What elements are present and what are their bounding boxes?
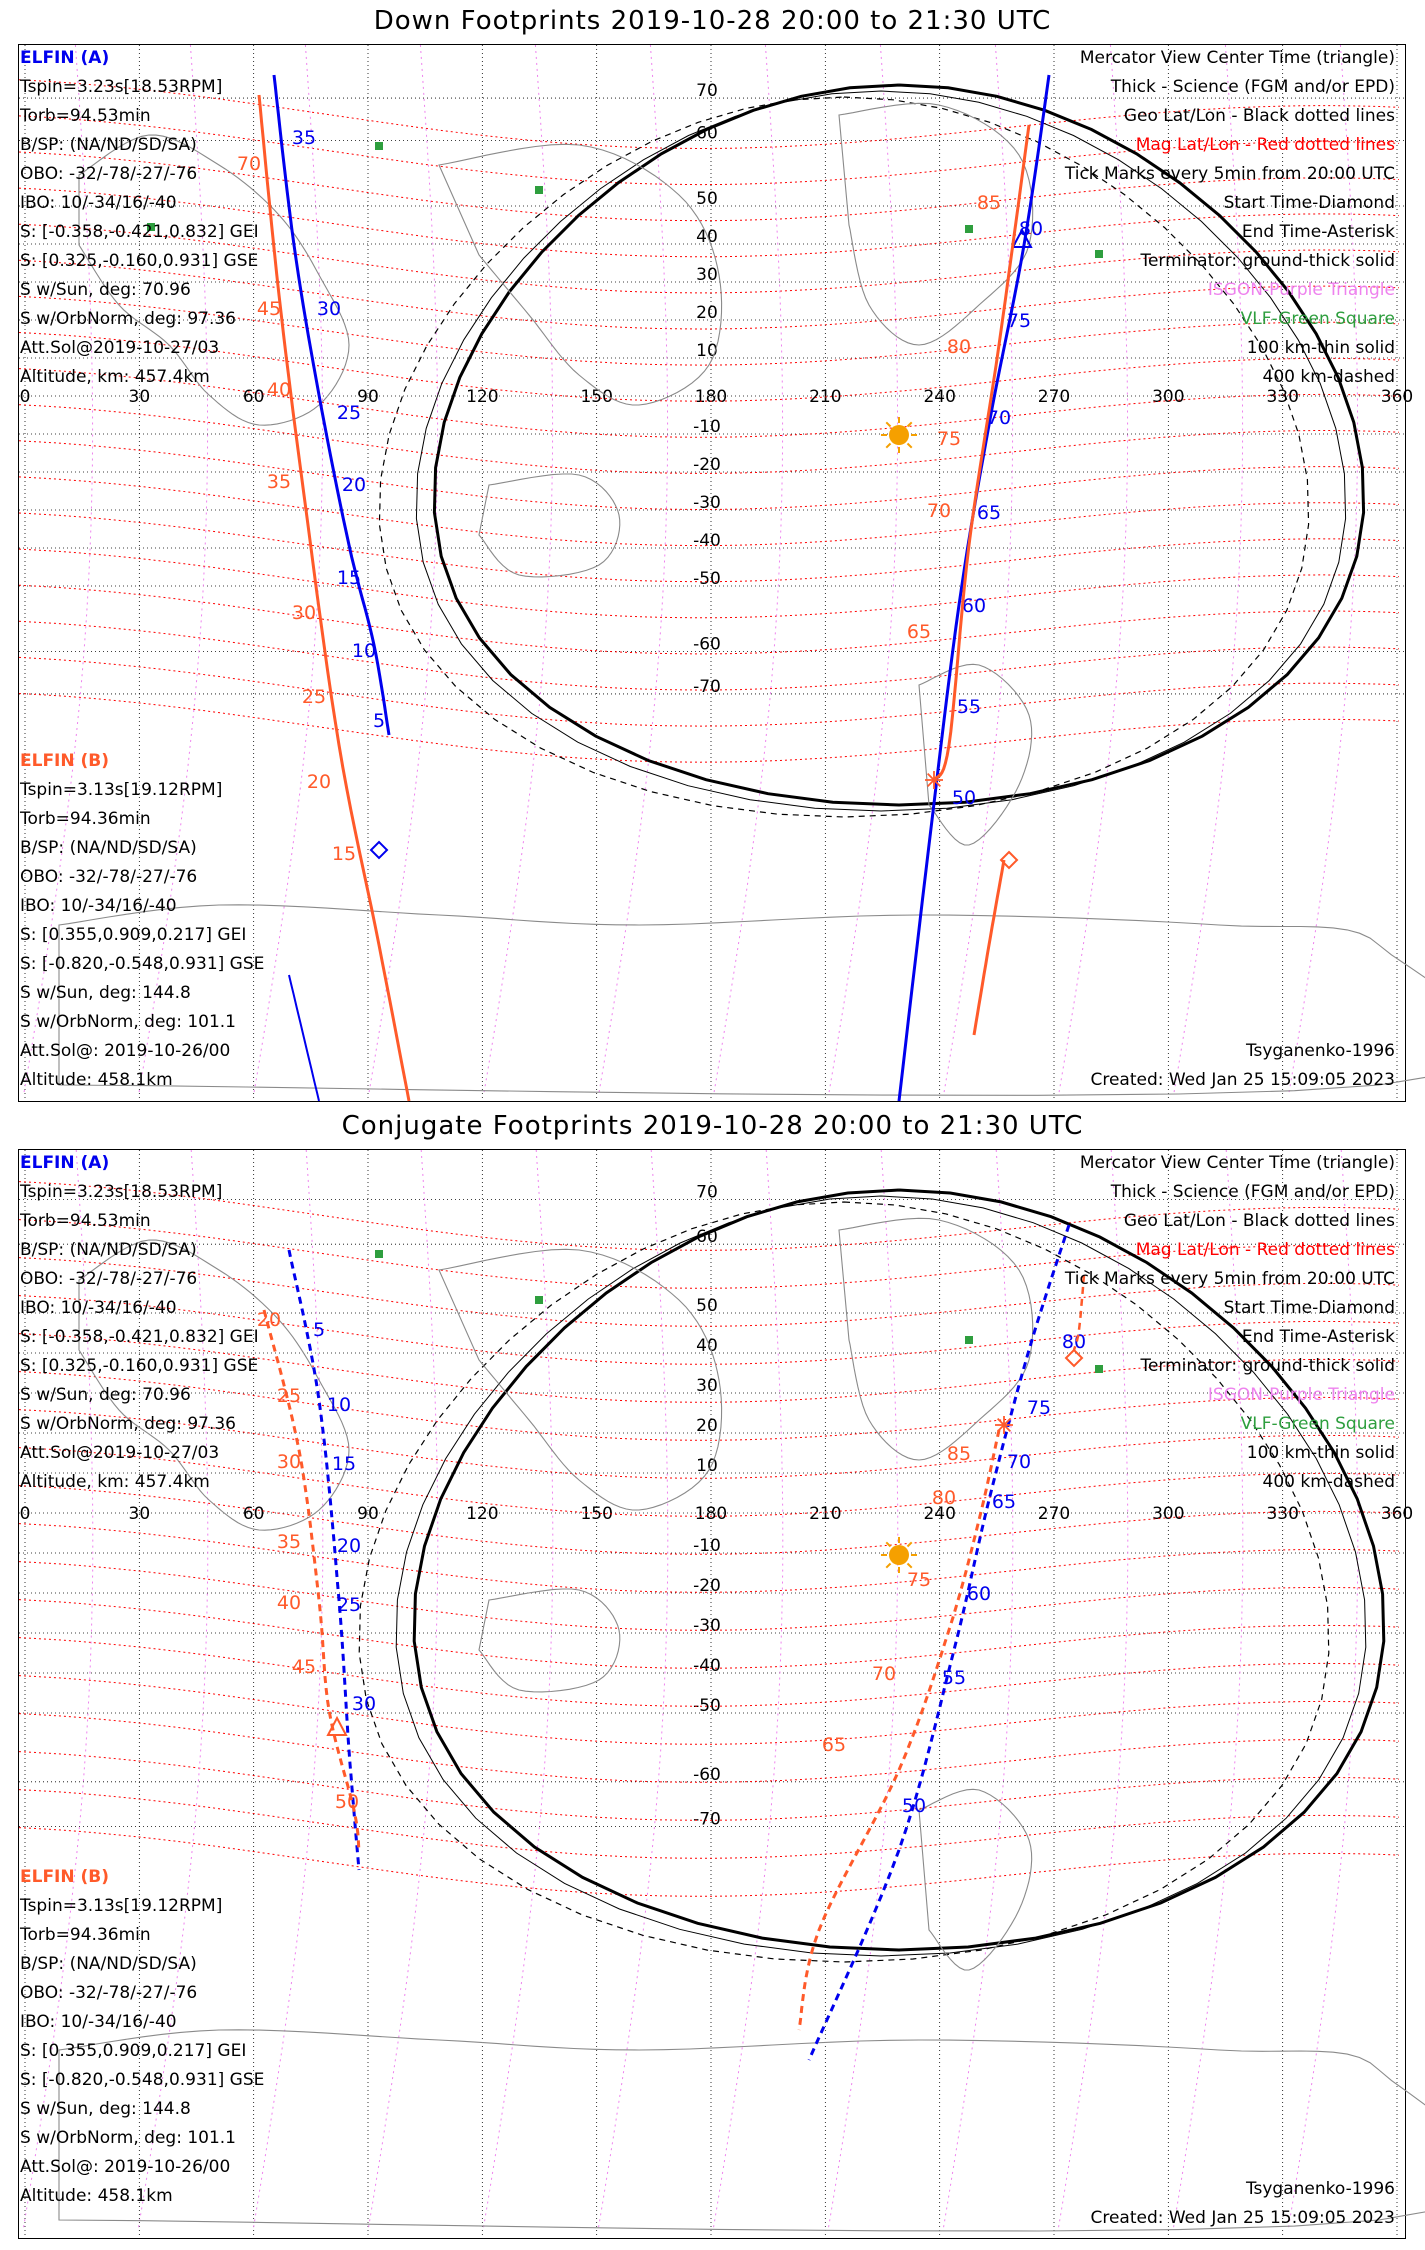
lat-tick-label: -70 <box>693 676 721 697</box>
lat-tick-label: -60 <box>693 1764 721 1785</box>
center-time-triangle <box>328 1718 346 1735</box>
elfin-b-track-2-time-label: 70 <box>871 1663 897 1685</box>
elfin-b-line: Tspin=3.13s[19.12RPM] <box>20 780 223 800</box>
lat-tick-label: -40 <box>693 531 721 551</box>
elfin-b-track-2-time-label: 65 <box>821 1734 847 1756</box>
elfin-a-track-2-time-label: 55 <box>956 696 982 718</box>
elfin-a-line: S: [-0.358,-0.421,0.832] GEI <box>20 1327 259 1347</box>
legend-item: VLF-Green Square <box>1240 309 1395 329</box>
lat-tick-label: 70 <box>696 1182 718 1203</box>
elfin-a-track-1-time-label: 10 <box>326 1394 352 1416</box>
elfin-b-line: S: [0.355,0.909,0.217] GEI <box>20 2041 247 2061</box>
created-timestamp: Created: Wed Jan 25 15:09:05 2023 <box>1090 1070 1395 1090</box>
elfin-a-track-2-time-label: 80 <box>1018 218 1044 240</box>
lon-tick-label: 360 <box>1380 387 1414 407</box>
elfin-b-track-2-time-label: 75 <box>906 1569 932 1591</box>
elfin-a-line: Att.Sol@2019-10-27/03 <box>20 1443 220 1463</box>
legend-item: 100 km-thin solid <box>1246 338 1395 358</box>
legend-item: 400 km-dashed <box>1262 1472 1395 1492</box>
elfin-b-track-2-time-label: 85 <box>976 192 1002 214</box>
elfin-b-line: S w/OrbNorm, deg: 101.1 <box>20 1012 237 1032</box>
down-footprints-panel <box>0 0 1425 1105</box>
mag-longitude-line <box>943 1150 1013 2230</box>
legend-item: ISGON-Purple Triangle <box>1207 280 1395 300</box>
elfin-b-line: S: [-0.820,-0.548,0.931] GSE <box>20 954 265 974</box>
sun-ray <box>886 1542 890 1546</box>
elfin-b-line: Att.Sol@: 2019-10-26/00 <box>20 1041 231 1061</box>
lat-tick-label: 50 <box>696 1296 718 1316</box>
sun-ray <box>886 1563 890 1567</box>
legend-item: Mercator View Center Time (triangle) <box>1079 1153 1395 1173</box>
lon-tick-label: 180 <box>694 387 728 407</box>
legend-item: Mag Lat/Lon - Red dotted lines <box>1135 1240 1395 1260</box>
elfin-a-line: B/SP: (NA/ND/SD/SA) <box>20 135 197 155</box>
vlf-station-square <box>535 186 543 194</box>
elfin-a-line: Tspin=3.23s[18.53RPM] <box>20 1182 223 1202</box>
coastline <box>479 1589 620 1692</box>
legend-item: Tick Marks every 5min from 20:00 UTC <box>1064 164 1395 184</box>
elfin-a-line: S w/OrbNorm, deg: 97.36 <box>20 309 237 329</box>
elfin-b-track-1-time-label: 30 <box>276 1451 302 1473</box>
elfin-b-line: Torb=94.36min <box>20 809 151 829</box>
sun-ray <box>907 1563 911 1567</box>
elfin-a-track-1-time-label: 30 <box>316 298 342 320</box>
mag-longitude-line <box>599 45 668 1095</box>
elfin-a-track-2-time-label: 70 <box>1006 1451 1032 1473</box>
mag-longitude-line <box>598 1150 668 2230</box>
elfin-b-track-2-time-label: 65 <box>906 621 932 643</box>
lat-tick-label: -20 <box>693 1576 721 1596</box>
vlf-station-square <box>965 1336 973 1344</box>
lon-tick-label: 90 <box>357 387 379 407</box>
legend-item: Mag Lat/Lon - Red dotted lines <box>1135 135 1395 155</box>
elfin-a-line: IBO: 10/-34/16/-40 <box>20 193 177 213</box>
panel-title: Conjugate Footprints 2019-10-28 20:00 to 21:30 UTC <box>341 1111 1084 1141</box>
lat-tick-label: 40 <box>696 1336 718 1356</box>
elfin-a-track-2-time-label: 65 <box>991 1491 1017 1513</box>
elfin-b-track-1-time-label: 15 <box>331 843 357 865</box>
elfin-b-header: ELFIN (B) <box>20 751 110 771</box>
elfin-a-track-1-time-label: 25 <box>336 1594 362 1616</box>
elfin-b-line: OBO: -32/-78/-27/-76 <box>20 867 198 887</box>
elfin-a-line: Att.Sol@2019-10-27/03 <box>20 338 220 358</box>
legend-item: Start Time-Diamond <box>1223 193 1395 213</box>
elfin-a-track-1-time-label: 35 <box>291 127 317 149</box>
legend-item: Thick - Science (FGM and/or EPD) <box>1110 77 1395 97</box>
elfin-a-track-2-time-label: 55 <box>941 1667 967 1689</box>
lon-tick-label: 330 <box>1266 1504 1299 1524</box>
elfin-a-line: S: [-0.358,-0.421,0.832] GEI <box>20 222 259 242</box>
lon-tick-label: 360 <box>1380 1504 1414 1524</box>
lon-tick-label: 120 <box>466 1504 499 1524</box>
mag-longitude-line <box>714 45 783 1095</box>
elfin-a-line: IBO: 10/-34/16/-40 <box>20 1298 177 1318</box>
elfin-b-info <box>20 1863 264 2211</box>
elfin-a-track-tail <box>289 975 319 1101</box>
lon-tick-label: 300 <box>1152 387 1185 407</box>
elfin-b-line: IBO: 10/-34/16/-40 <box>20 896 177 916</box>
legend-item: Thick - Science (FGM and/or EPD) <box>1110 1182 1395 1202</box>
mag-longitude-line <box>713 1150 783 2230</box>
lat-tick-label: 30 <box>696 265 718 285</box>
lat-tick-label: -10 <box>693 1536 721 1556</box>
elfin-a-track-2 <box>809 1225 1069 2060</box>
elfin-b-line: Altitude: 458.1km <box>20 2186 173 2206</box>
elfin-b-track-1-time-label: 45 <box>256 298 282 320</box>
elfin-b-track-1-time-label: 35 <box>276 1531 302 1553</box>
legend-item: Tick Marks every 5min from 20:00 UTC <box>1064 1269 1395 1289</box>
start-time-diamond <box>371 842 387 858</box>
elfin-b-line: S: [-0.820,-0.548,0.931] GSE <box>20 2070 265 2090</box>
elfin-b-track-1-time-label: 25 <box>276 1385 302 1407</box>
footer-right <box>1090 1037 1395 1095</box>
footer-right <box>1090 2175 1395 2233</box>
legend-item: Start Time-Diamond <box>1223 1298 1395 1318</box>
elfin-a-track-1-time-label: 15 <box>331 1453 357 1475</box>
elfin-b-track-2-time-label: 85 <box>946 1443 972 1465</box>
elfin-b-line: S: [0.355,0.909,0.217] GEI <box>20 925 247 945</box>
lon-tick-label: 270 <box>1037 387 1071 407</box>
coastline <box>919 664 1032 845</box>
lon-tick-label: 0 <box>19 1504 31 1524</box>
elfin-b-line: Att.Sol@: 2019-10-26/00 <box>20 2157 231 2177</box>
elfin-b-line: S w/OrbNorm, deg: 101.1 <box>20 2128 237 2148</box>
sun-ray <box>886 443 890 447</box>
elfin-a-line: S: [0.325,-0.160,0.931] GSE <box>20 251 259 271</box>
lat-tick-label: 10 <box>696 1456 718 1476</box>
lat-tick-label: -40 <box>693 1656 721 1676</box>
lon-tick-label: 150 <box>580 387 613 407</box>
elfin-a-line: Torb=94.53min <box>20 1211 151 1231</box>
lat-tick-label: 30 <box>696 1376 718 1396</box>
lon-tick-label: 330 <box>1266 387 1299 407</box>
lat-tick-label: 60 <box>696 123 718 144</box>
lat-tick-label: -30 <box>693 1616 721 1636</box>
lat-tick-label: -30 <box>693 493 721 513</box>
elfin-b-track-1-time-label: 25 <box>301 686 327 708</box>
lon-tick-label: 210 <box>809 387 842 407</box>
legend-item: VLF-Green Square <box>1240 1414 1395 1434</box>
lat-tick-label: 20 <box>696 303 718 323</box>
lon-tick-label: 60 <box>242 1504 265 1524</box>
vlf-station-square <box>535 1296 543 1304</box>
elfin-b-track-2-time-label: 80 <box>931 1487 957 1509</box>
legend-item: End Time-Asterisk <box>1241 1327 1395 1347</box>
mag-longitude-line <box>829 45 898 1095</box>
lat-tick-label: 60 <box>696 1227 718 1248</box>
elfin-b-track-1-time-label: 30 <box>291 602 317 624</box>
elfin-a-line: S w/Sun, deg: 70.96 <box>20 1385 191 1405</box>
elfin-b-line: Torb=94.36min <box>20 1925 151 1945</box>
elfin-a-header: ELFIN (A) <box>20 1153 110 1173</box>
elfin-a-track-1-time-label: 5 <box>372 710 386 732</box>
panel-title: Down Footprints 2019-10-28 20:00 to 21:30 UTC <box>373 6 1052 36</box>
elfin-a-line: B/SP: (NA/ND/SD/SA) <box>20 1240 197 1260</box>
lon-tick-label: 180 <box>694 1504 728 1524</box>
lon-tick-label: 150 <box>580 1504 613 1524</box>
model-name: Tsyganenko-1996 <box>1245 2179 1395 2199</box>
elfin-a-track-2-time-label: 70 <box>986 407 1012 429</box>
elfin-b-track-3 <box>974 860 1004 1035</box>
legend-item: Terminator: ground-thick solid <box>1140 251 1395 271</box>
elfin-b-line: S w/Sun, deg: 144.8 <box>20 983 191 1003</box>
legend-item: End Time-Asterisk <box>1241 222 1395 242</box>
elfin-a-track-2-time-label: 50 <box>901 1795 927 1817</box>
legend-item: Mercator View Center Time (triangle) <box>1079 48 1395 68</box>
elfin-b-track-2-time-label: 75 <box>936 428 962 450</box>
elfin-a-line: Altitude, km: 457.4km <box>20 1472 210 1492</box>
elfin-b-track-1-time-label: 40 <box>276 1592 302 1614</box>
sun-ray <box>907 443 911 447</box>
elfin-a-track-1-time-label: 20 <box>336 1535 362 1557</box>
lon-tick-label: 240 <box>923 387 956 407</box>
elfin-b-info <box>20 747 264 1095</box>
elfin-a-line: OBO: -32/-78/-27/-76 <box>20 164 198 184</box>
elfin-b-line: Altitude: 458.1km <box>20 1070 173 1090</box>
elfin-a-track-1-time-label: 20 <box>341 474 367 496</box>
elfin-a-line: Torb=94.53min <box>20 106 151 126</box>
elfin-b-track-1-time-label: 70 <box>236 153 262 175</box>
elfin-b-track-2-time-label: 70 <box>926 500 952 522</box>
legend-item: Geo Lat/Lon - Black dotted lines <box>1123 1211 1395 1231</box>
legend <box>1065 44 1395 392</box>
lon-tick-label: 0 <box>19 387 31 407</box>
created-timestamp: Created: Wed Jan 25 15:09:05 2023 <box>1090 2208 1395 2228</box>
elfin-b-track-1 <box>256 95 409 1101</box>
lat-tick-label: 10 <box>696 341 718 361</box>
lat-tick-label: 70 <box>696 81 718 102</box>
legend-item: ISGON-Purple Triangle <box>1207 1385 1395 1405</box>
elfin-b-line: Tspin=3.13s[19.12RPM] <box>20 1896 223 1916</box>
elfin-a-line: OBO: -32/-78/-27/-76 <box>20 1269 198 1289</box>
elfin-a-line: Altitude, km: 457.4km <box>20 367 210 387</box>
elfin-a-track-1 <box>289 1250 362 1870</box>
elfin-b-track-1-time-label: 45 <box>291 1656 317 1678</box>
lon-tick-label: 300 <box>1152 1504 1185 1524</box>
elfin-b-track-2-time-label: 80 <box>946 336 972 358</box>
elfin-a-line: Tspin=3.23s[18.53RPM] <box>20 77 223 97</box>
lat-tick-label: -50 <box>693 1696 721 1716</box>
elfin-a-track-2-time-label: 65 <box>976 502 1002 524</box>
elfin-a-line: S: [0.325,-0.160,0.931] GSE <box>20 1356 259 1376</box>
sun-icon <box>889 1545 909 1565</box>
elfin-a-track-1-time-label: 30 <box>351 1693 377 1715</box>
elfin-b-line: B/SP: (NA/ND/SD/SA) <box>20 838 197 858</box>
legend-item: 400 km-dashed <box>1262 367 1395 387</box>
coastline <box>919 1789 1032 1970</box>
lat-tick-label: -20 <box>693 455 721 475</box>
lon-tick-label: 270 <box>1037 1504 1071 1524</box>
sun-icon <box>889 425 909 445</box>
vlf-station-square <box>375 1250 383 1258</box>
elfin-b-line: OBO: -32/-78/-27/-76 <box>20 1983 198 2003</box>
mag-longitude-line <box>828 1150 898 2230</box>
mag-longitude-line <box>484 45 553 1095</box>
elfin-b-track-1-time-label: 50 <box>334 1791 360 1813</box>
legend-item: Geo Lat/Lon - Black dotted lines <box>1123 106 1395 126</box>
elfin-a-line: S w/Sun, deg: 70.96 <box>20 280 191 300</box>
elfin-b-track-1-time-label: 40 <box>266 379 292 401</box>
elfin-b-track-1-time-label: 20 <box>256 1309 282 1331</box>
legend-item: Terminator: ground-thick solid <box>1140 1356 1395 1376</box>
lon-tick-label: 60 <box>242 387 265 407</box>
elfin-b-track-1-time-label: 20 <box>306 771 332 793</box>
lat-tick-label: -10 <box>693 417 721 437</box>
elfin-b-header: ELFIN (B) <box>20 1867 110 1887</box>
elfin-b-track-1-time-label: 35 <box>266 471 292 493</box>
elfin-a-info <box>20 44 262 392</box>
lon-tick-label: 120 <box>466 387 499 407</box>
legend-item: 100 km-thin solid <box>1246 1443 1395 1463</box>
lat-tick-label: 50 <box>696 189 718 209</box>
lon-tick-label: 30 <box>128 1504 151 1524</box>
vlf-station-square <box>965 225 973 233</box>
lon-tick-label: 90 <box>357 1504 379 1524</box>
sun-ray <box>886 422 890 426</box>
elfin-a-track-1-time-label: 5 <box>312 1319 326 1341</box>
model-name: Tsyganenko-1996 <box>1245 1041 1395 1061</box>
lat-tick-label: -70 <box>693 1809 721 1830</box>
elfin-a-track-1-time-label: 25 <box>336 402 362 424</box>
elfin-b-line: S w/Sun, deg: 144.8 <box>20 2099 191 2119</box>
coastline <box>439 1249 722 1510</box>
elfin-a-info <box>20 1149 259 1497</box>
lat-tick-label: -50 <box>693 569 721 589</box>
vlf-station-square <box>375 142 383 150</box>
lon-tick-label: 240 <box>923 1504 956 1524</box>
elfin-a-track-2-time-label: 50 <box>951 787 977 809</box>
elfin-a-track-1-time-label: 15 <box>336 567 362 589</box>
lat-tick-label: 20 <box>696 1416 718 1436</box>
lat-tick-label: -60 <box>693 634 721 655</box>
lat-tick-label: 40 <box>696 227 718 247</box>
lon-tick-label: 210 <box>809 1504 842 1524</box>
elfin-a-track-2-time-label: 60 <box>961 595 987 617</box>
conjugate-footprints-panel <box>0 1105 1425 2250</box>
elfin-b-line: B/SP: (NA/ND/SD/SA) <box>20 1954 197 1974</box>
legend <box>1065 1149 1395 1497</box>
elfin-a-track-2-time-label: 60 <box>966 1583 992 1605</box>
elfin-a-line: S w/OrbNorm, deg: 97.36 <box>20 1414 237 1434</box>
lon-tick-label: 30 <box>128 387 151 407</box>
elfin-a-header: ELFIN (A) <box>20 48 110 68</box>
elfin-b-line: IBO: 10/-34/16/-40 <box>20 2012 177 2032</box>
elfin-a-track-2-time-label: 75 <box>1026 1397 1052 1419</box>
elfin-a-track-2-time-label: 80 <box>1061 1331 1087 1353</box>
elfin-a-track-1-time-label: 10 <box>351 640 377 662</box>
elfin-a-track-2-time-label: 75 <box>1006 310 1032 332</box>
